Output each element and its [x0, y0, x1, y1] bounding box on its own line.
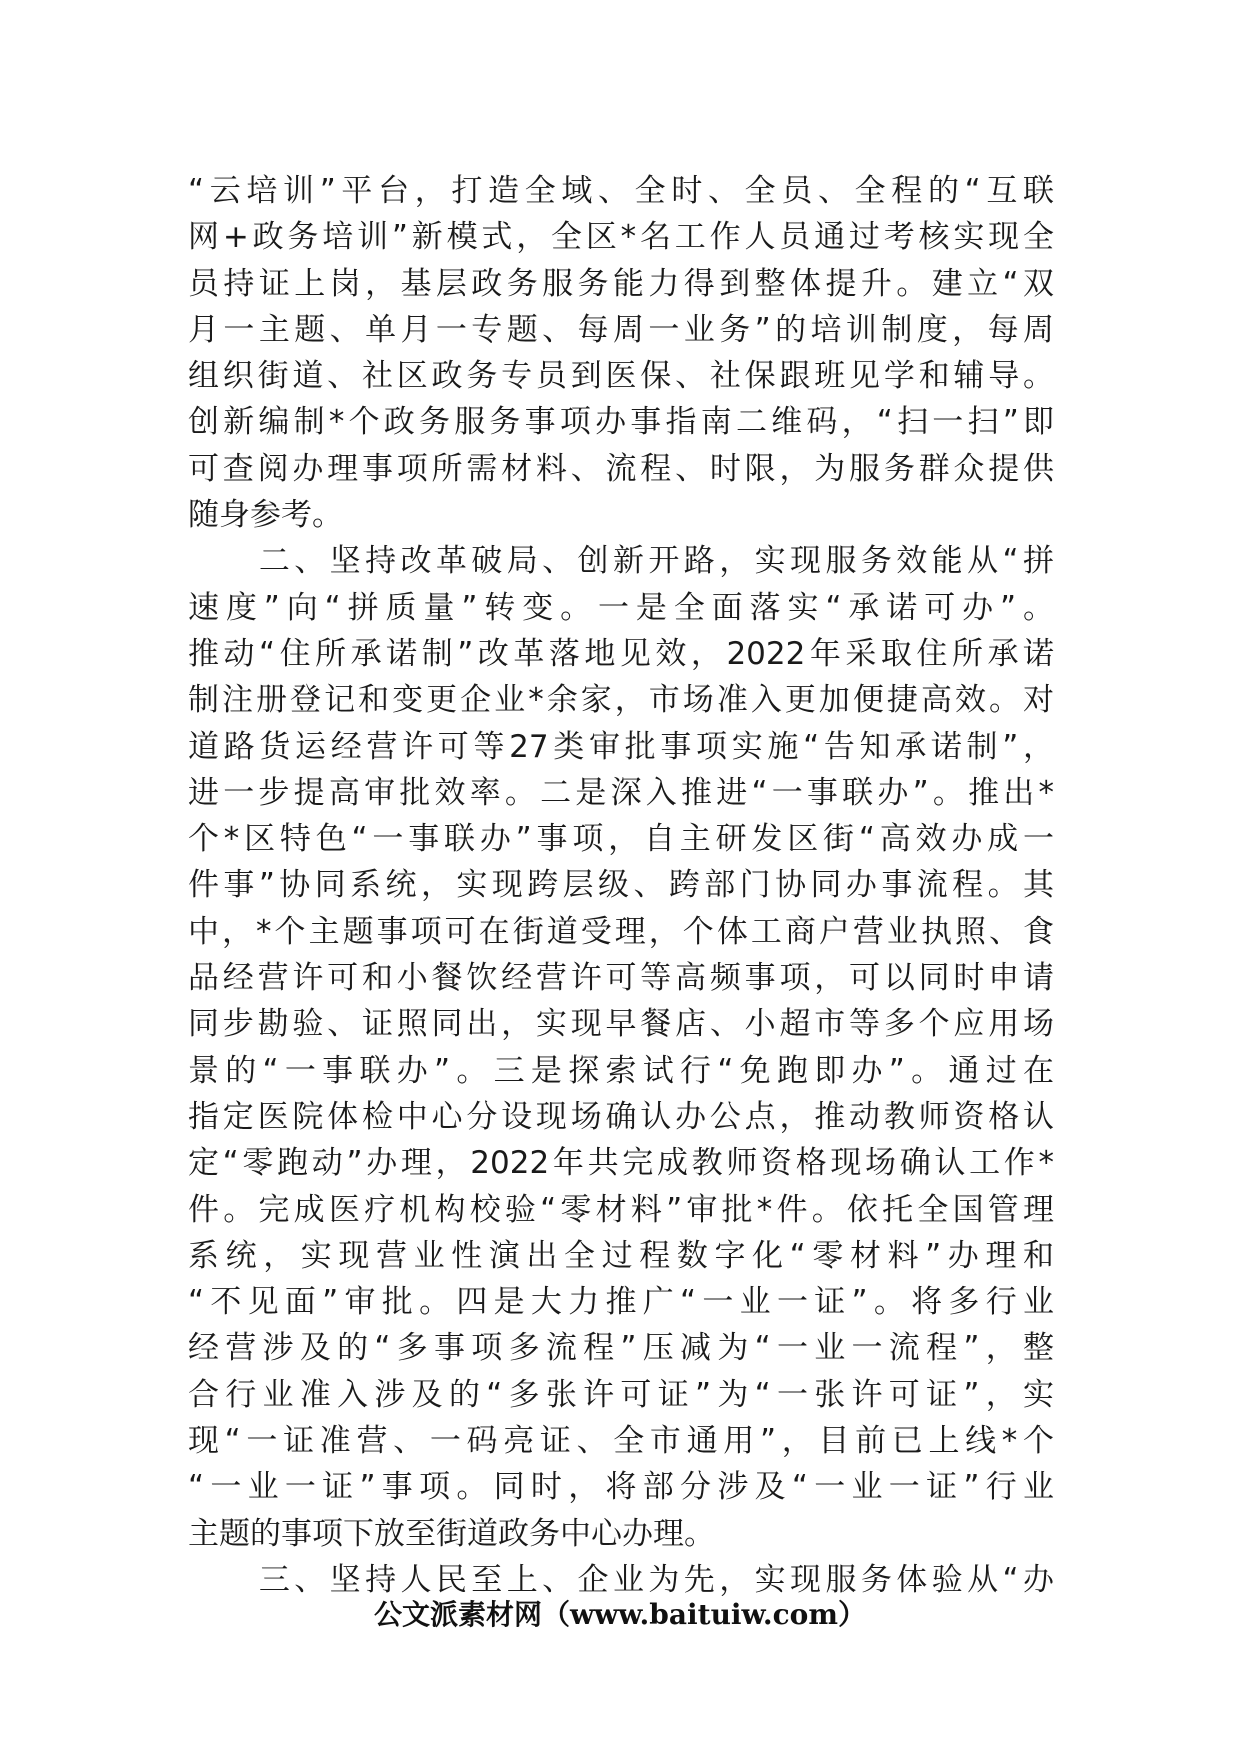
page-footer: 公文派素材网（www.baituiw.com） — [374, 1598, 866, 1631]
text-line: 景的“一事联办”。三是探索试行“免跑即办”。通过在 — [188, 1052, 1054, 1089]
text-line: 组织街道、社区政务专员到医保、社保跟班见学和辅导。 — [188, 358, 1054, 395]
text-line: 同步勘验、证照同出，实现早餐店、小超市等多个应用场 — [188, 1006, 1054, 1043]
text-line: 经营涉及的“多事项多流程”压减为“一业一流程”，整 — [188, 1330, 1054, 1367]
text-line: 系统，实现营业性演出全过程数字化“零材料”办理和 — [188, 1237, 1054, 1274]
text-line: 推动“住所承诺制”改革落地见效，2022年采取住所承诺 — [188, 635, 1054, 672]
text-line: 速度”向“拼质量”转变。一是全面落实“承诺可办”。 — [188, 589, 1054, 626]
text-line: 制注册登记和变更企业*余家，市场准入更加便捷高效。对 — [188, 682, 1054, 719]
text-line: 网+政务培训”新模式，全区*名工作人员通过考核实现全 — [188, 219, 1054, 256]
text-line: 定“零跑动”办理，2022年共完成教师资格现场确认工作* — [188, 1145, 1054, 1182]
text-line: 可查阅办理事项所需材料、流程、时限，为服务群众提供 — [188, 450, 1054, 487]
text-line: 件事”协同系统，实现跨层级、跨部门协同办事流程。其 — [188, 867, 1054, 904]
text-line: 主题的事项下放至街道政务中心办理。 — [188, 1515, 715, 1552]
text-line: 个*区特色“一事联办”事项，自主研发区街“高效办成一 — [188, 821, 1054, 858]
text-line: 二、坚持改革破局、创新开路，实现服务效能从“拼 — [188, 543, 1054, 580]
text-line: 进一步提高审批效率。二是深入推进“一事联办”。推出* — [188, 774, 1054, 811]
text-line: 道路货运经营许可等27类审批事项实施“告知承诺制”， — [188, 728, 1054, 765]
text-line: 月一主题、单月一专题、每周一业务”的培训制度，每周 — [188, 311, 1054, 348]
document-body — [188, 168, 1054, 1603]
text-line: 员持证上岗，基层政务服务能力得到整体提升。建立“双 — [188, 265, 1054, 302]
text-line: 随身参考。 — [188, 497, 343, 534]
text-line: 指定医院体检中心分设现场确认办公点，推动教师资格认 — [188, 1098, 1054, 1135]
text-line: “不见面”审批。四是大力推广“一业一证”。将多行业 — [188, 1284, 1054, 1321]
text-line: 现“一证准营、一码亮证、全市通用”，目前已上线*个 — [188, 1423, 1054, 1460]
text-line: 合行业准入涉及的“多张许可证”为“一张许可证”，实 — [188, 1376, 1054, 1413]
text-line: 创新编制*个政务服务事项办事指南二维码，“扫一扫”即 — [188, 404, 1054, 441]
text-line: 品经营许可和小餐饮经营许可等高频事项，可以同时申请 — [188, 960, 1054, 997]
text-line: “一业一证”事项。同时，将部分涉及“一业一证”行业 — [188, 1469, 1054, 1506]
text-line: 件。完成医疗机构校验“零材料”审批*件。依托全国管理 — [188, 1191, 1054, 1228]
text-line: 中，*个主题事项可在街道受理，个体工商户营业执照、食 — [188, 913, 1054, 950]
text-line: 三、坚持人民至上、企业为先，实现服务体验从“办 — [188, 1561, 1054, 1598]
text-line: “云培训”平台，打造全域、全时、全员、全程的“互联 — [188, 173, 1054, 209]
